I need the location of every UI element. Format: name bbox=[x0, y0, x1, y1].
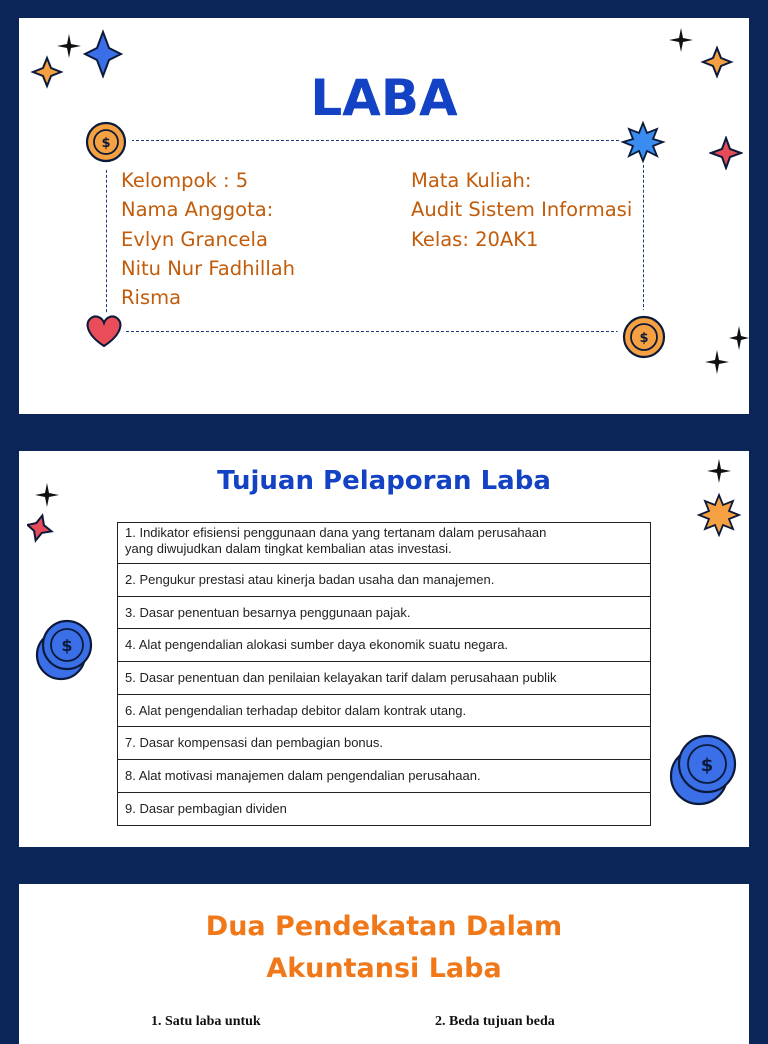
table-cell-text: 1. Indikator efisiensi penggunaan dana yang tertanam dalam perusahaan bbox=[125, 525, 547, 540]
slide-title bbox=[19, 18, 749, 414]
heading-line: Dua Pendekatan Dalam bbox=[205, 911, 563, 942]
svg-text:$: $ bbox=[101, 136, 111, 151]
star-badge-icon bbox=[619, 118, 667, 166]
table-cell: 8. Alat motivasi manajemen dalam pengendalian perusahaan. bbox=[118, 760, 651, 793]
course-info-line: Kelas: 20AK1 bbox=[411, 227, 539, 251]
approach-1-label: 1. Satu laba untuk bbox=[151, 1014, 261, 1029]
table-cell: 9. Dasar pembagian dividen bbox=[118, 792, 651, 825]
slide-pendekatan-heading bbox=[19, 906, 749, 990]
coin-icon bbox=[615, 308, 673, 366]
table-cell: 2. Pengukur prestasi atau kinerja badan usaha dan manajemen. bbox=[118, 564, 651, 597]
table-cell: 4. Alat pengendalian alokasi sumber daya ekonomik suatu negara. bbox=[118, 629, 651, 662]
coin-stack-icon bbox=[29, 613, 99, 685]
coin-icon bbox=[78, 114, 134, 170]
group-info-line: Kelompok : 5 bbox=[121, 169, 249, 192]
svg-text:$: $ bbox=[61, 636, 73, 655]
sparkle-cluster-icon bbox=[703, 324, 749, 382]
group-info-line: Risma bbox=[121, 286, 182, 310]
table-row bbox=[118, 760, 651, 793]
table-row bbox=[118, 629, 651, 662]
group-info-line: Evlyn Grancela bbox=[121, 227, 268, 251]
slide-tujuan-heading: Tujuan Pelaporan Laba bbox=[217, 466, 551, 496]
svg-text:$: $ bbox=[639, 331, 649, 346]
course-info-line: Mata Kuliah: bbox=[411, 169, 532, 192]
table-cell: 7. Dasar kompensasi dan pembagian bonus. bbox=[118, 727, 651, 760]
table-row bbox=[118, 523, 651, 564]
slide-title-heading: LABA bbox=[310, 69, 458, 127]
sparkle-cluster-icon bbox=[695, 457, 745, 537]
group-info bbox=[121, 166, 295, 312]
coin-stack-icon bbox=[663, 729, 745, 809]
sparkle-cluster-icon bbox=[659, 26, 739, 86]
sparkle-red-icon bbox=[709, 136, 743, 170]
approach-2-label: 2. Beda tujuan beda bbox=[435, 1014, 555, 1029]
table-row bbox=[118, 727, 651, 760]
slide-pendekatan bbox=[19, 884, 749, 1044]
course-info-line: Audit Sistem Informasi bbox=[411, 198, 633, 222]
group-info-line: Nama Anggota: bbox=[121, 198, 274, 222]
svg-text:$: $ bbox=[700, 755, 714, 776]
table-row bbox=[118, 694, 651, 727]
table-row bbox=[118, 792, 651, 825]
table-cell: 5. Dasar penentuan dan penilaian kelayakan tarif dalam perusahaan publik bbox=[118, 662, 651, 695]
course-info bbox=[411, 166, 632, 254]
heading-line: Akuntansi Laba bbox=[266, 953, 502, 984]
table-row bbox=[118, 596, 651, 629]
table-cell: 3. Dasar penentuan besarnya penggunaan pajak. bbox=[118, 596, 651, 629]
table-cell: 6. Alat pengendalian terhadap debitor dalam kontrak utang. bbox=[118, 694, 651, 727]
table-cell bbox=[118, 523, 651, 564]
heart-icon bbox=[81, 308, 127, 352]
table-row bbox=[118, 564, 651, 597]
sparkle-cluster-icon bbox=[29, 24, 139, 92]
group-info-line: Nitu Nur Fadhillah bbox=[121, 256, 296, 280]
table-row bbox=[118, 662, 651, 695]
sparkle-cluster-icon bbox=[27, 479, 73, 545]
table-cell-text: yang diwujudkan dalam tingkat kembalian atas investasi. bbox=[125, 541, 452, 556]
slide-tujuan bbox=[19, 451, 749, 847]
tujuan-table bbox=[117, 522, 651, 826]
